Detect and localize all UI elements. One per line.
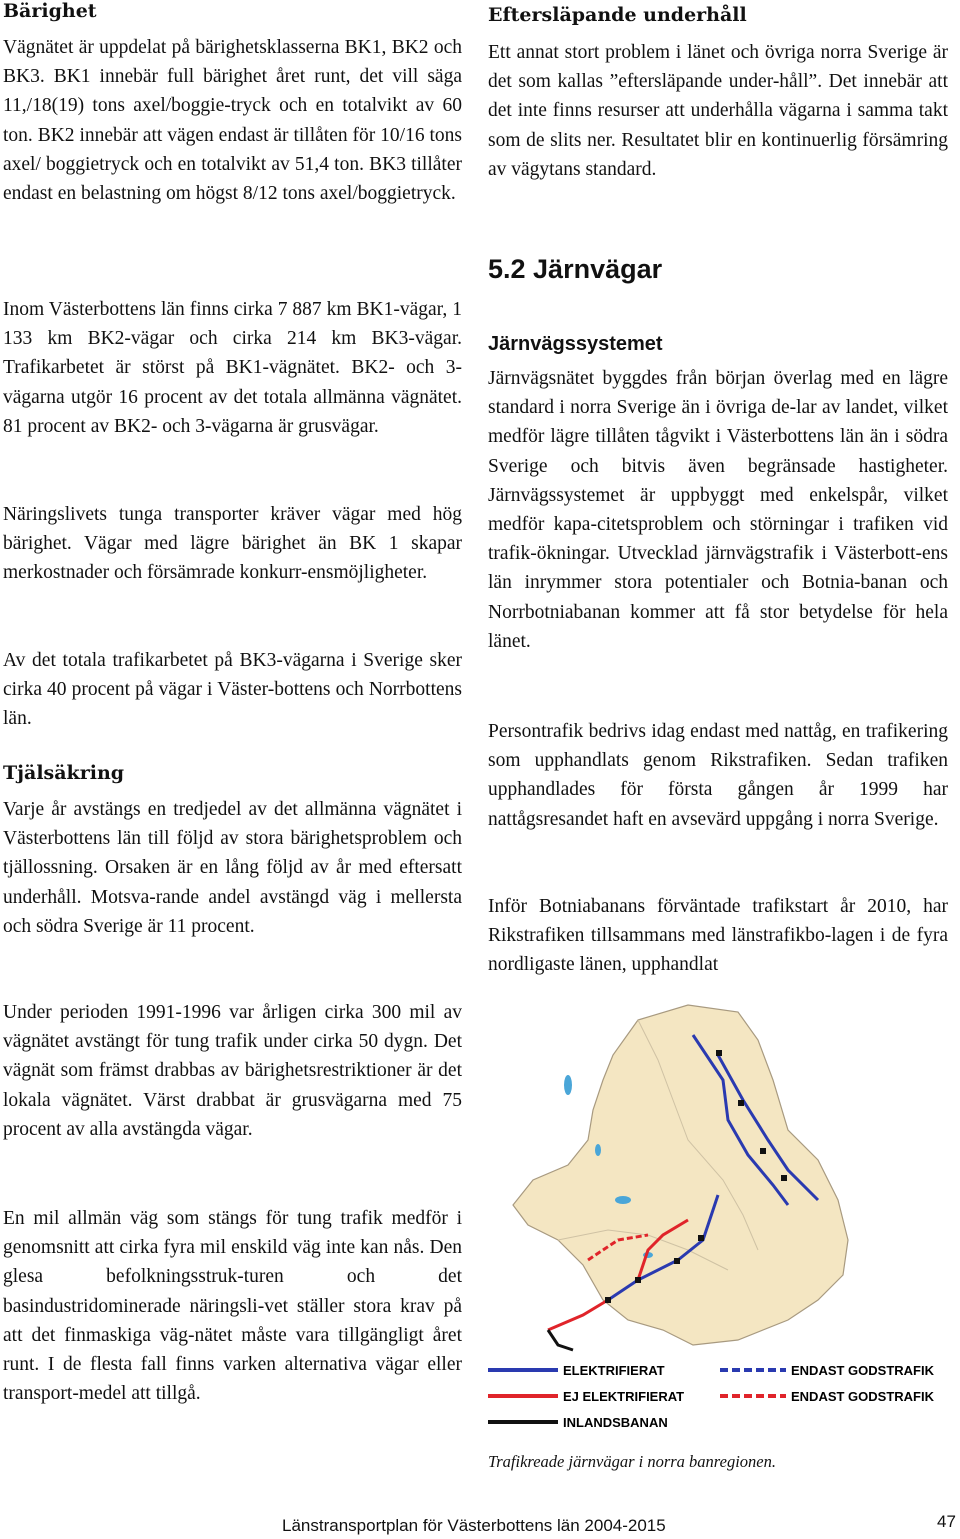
paragraph-tjalsakring-2: Under perioden 1991-1996 var årligen cirka 300 mil av vägnätet avstängt för tung trafik under cirka 50 dygn. Det vägnät som främst drabbas av bärighetsrestriktioner är det lokala vägnätet. Värst drabbat är grusvägarna med 75 procent av alla avstängda vägar. [3,1002,462,1140]
county-region [513,1005,848,1345]
paragraph-barighet-2: Inom Västerbottens län finns cirka 7 887 km BK1-vägar, 1 133 km BK2-vägar och cirka 214 km BK3-vägar. Trafikarbetet är störst på BK1-vägnätet. BK2- och 3-vägarna utgör 16 procent av det totala allmänna vägnätet. 81 procent av BK2- och 3-vägarna är grusvägar. [3,299,462,437]
page-number: 47 [937,1512,956,1531]
paragraph-tjalsakring-3: En mil allmän väg som stängs för tung trafik medför i genomsnitt att cirka fyra mil enskild väg inte kan nås. Den glesa befolkningsstruk-turen och det basindustridominerade näringsli-vet ställer stora krav på att det finmaskiga väg-nätet måste vara tillgängligt året runt. I de flesta fall finns varken alternativa vägar eller transport-medel att tillgå. [3,1208,462,1405]
heading-tjalsakring: Tjälsäkring [3,762,125,784]
figure-caption: Trafikreade järnvägar i norra banregionen. [488,1452,776,1471]
footer-title: Länstransportplan för Västerbottens län 2004-2015 [282,1516,666,1535]
heading-jarnvagssystemet: Järnvägssystemet [488,333,663,355]
paragraph-jarnvag-2: Persontrafik bedrivs idag endast med nattåg, en trafikering som upphandlats genom Rikstrafiken. Sedan trafiken upphandlades för första gången år 1999 har nattågsresandet haft en avsevärd uppgång i norra Sverige. [488,721,948,830]
legend-label-godstrafik-red: ENDAST GODSTRAFIK [791,1389,934,1404]
paragraph-barighet-4: Av det totala trafikarbetet på BK3-vägarna i Sverige sker cirka 40 procent på vägar i Väster-bottens och Norrbottens län. [3,650,462,730]
paragraph-barighet-1: Vägnätet är uppdelat på bärighetsklasserna BK1, BK2 och BK3. BK1 innebär full bärighet året runt, det vill säga 11,/18(19) tons axel/boggie-tryck och en totalvikt av 60 ton. BK2 innebär att vägen endast är tillåten för 10/16 tons axel/ boggietryck och en totalvikt av 51,4 ton. BK3 tillåter endast en belastning om högst 8/12 tons axel/boggietryck. [3,37,462,205]
paragraph-barighet-3: Näringslivets tunga transporter kräver vägar med hög bärighet. Vägar med lägre bärighet än BK 1 skapar merkostnader och försämrade konkurr-ensmöjligheter. [3,504,462,584]
railway-map [488,1000,948,1440]
paragraph-eftersl: Ett annat stort problem i länet och övriga norra Sverige är det som kallas ”eftersläpande under-håll”. Det innebär att det inte finns resurser att underhålla vägarna i samma takt som de slits ner. Resultatet blir en kontinuerlig försämring av vägytans standard. [488,42,948,180]
heading-eftersl: Eftersläpande underhåll [488,4,747,26]
paragraph-tjalsakring-1: Varje år avstängs en tredjedel av det allmänna vägnätet i Västerbottens län till följd av stora bärighetsproblem och tjällossning. Orsaken är en lång följd av år med eftersatt underhåll. Motsva-rande andel avstängd väg i mellersta och södra Sverige är 11 procent. [3,799,462,937]
legend-label-ej-elektrifierat: EJ ELEKTRIFIERAT [563,1389,685,1404]
paragraph-jarnvag-3: Inför Botniabanans förväntade trafikstart år 2010, har Rikstrafiken tillsammans med länstrafikbo-lagen i de fyra nordligaste länen, upphandlat [488,896,948,976]
heading-barighet: Bärighet [3,0,97,22]
legend-label-inlandsbanan: INLANDSBANAN [563,1415,668,1430]
legend-label-elektrifierat: ELEKTRIFIERAT [563,1363,665,1378]
section-heading-jarnvagar: 5.2 Järnvägar [488,254,663,284]
legend-label-godstrafik-blue: ENDAST GODSTRAFIK [791,1363,934,1378]
paragraph-jarnvag-1: Järnvägsnätet byggdes från början överlag med en lägre standard i norra Sverige än i övriga de-lar av landet, vilket medför lägre tillåten tågvikt i Västerbottens län än i södra Sverige och bitvis även begränsade hastigheter. Järnvägssystemet är uppbyggt med enkelspår, vilket medför kapa-citetsproblem och störningar i trafiken vid trafik-ökningar. Utvecklad järnvägstrafik i Västerbott-ens län inrymmer stora potentialer och Botnia-banan och Norrbotniabanan kommer att få stor betydelse för hela länet. [488,368,948,652]
legend [488,1363,935,1430]
